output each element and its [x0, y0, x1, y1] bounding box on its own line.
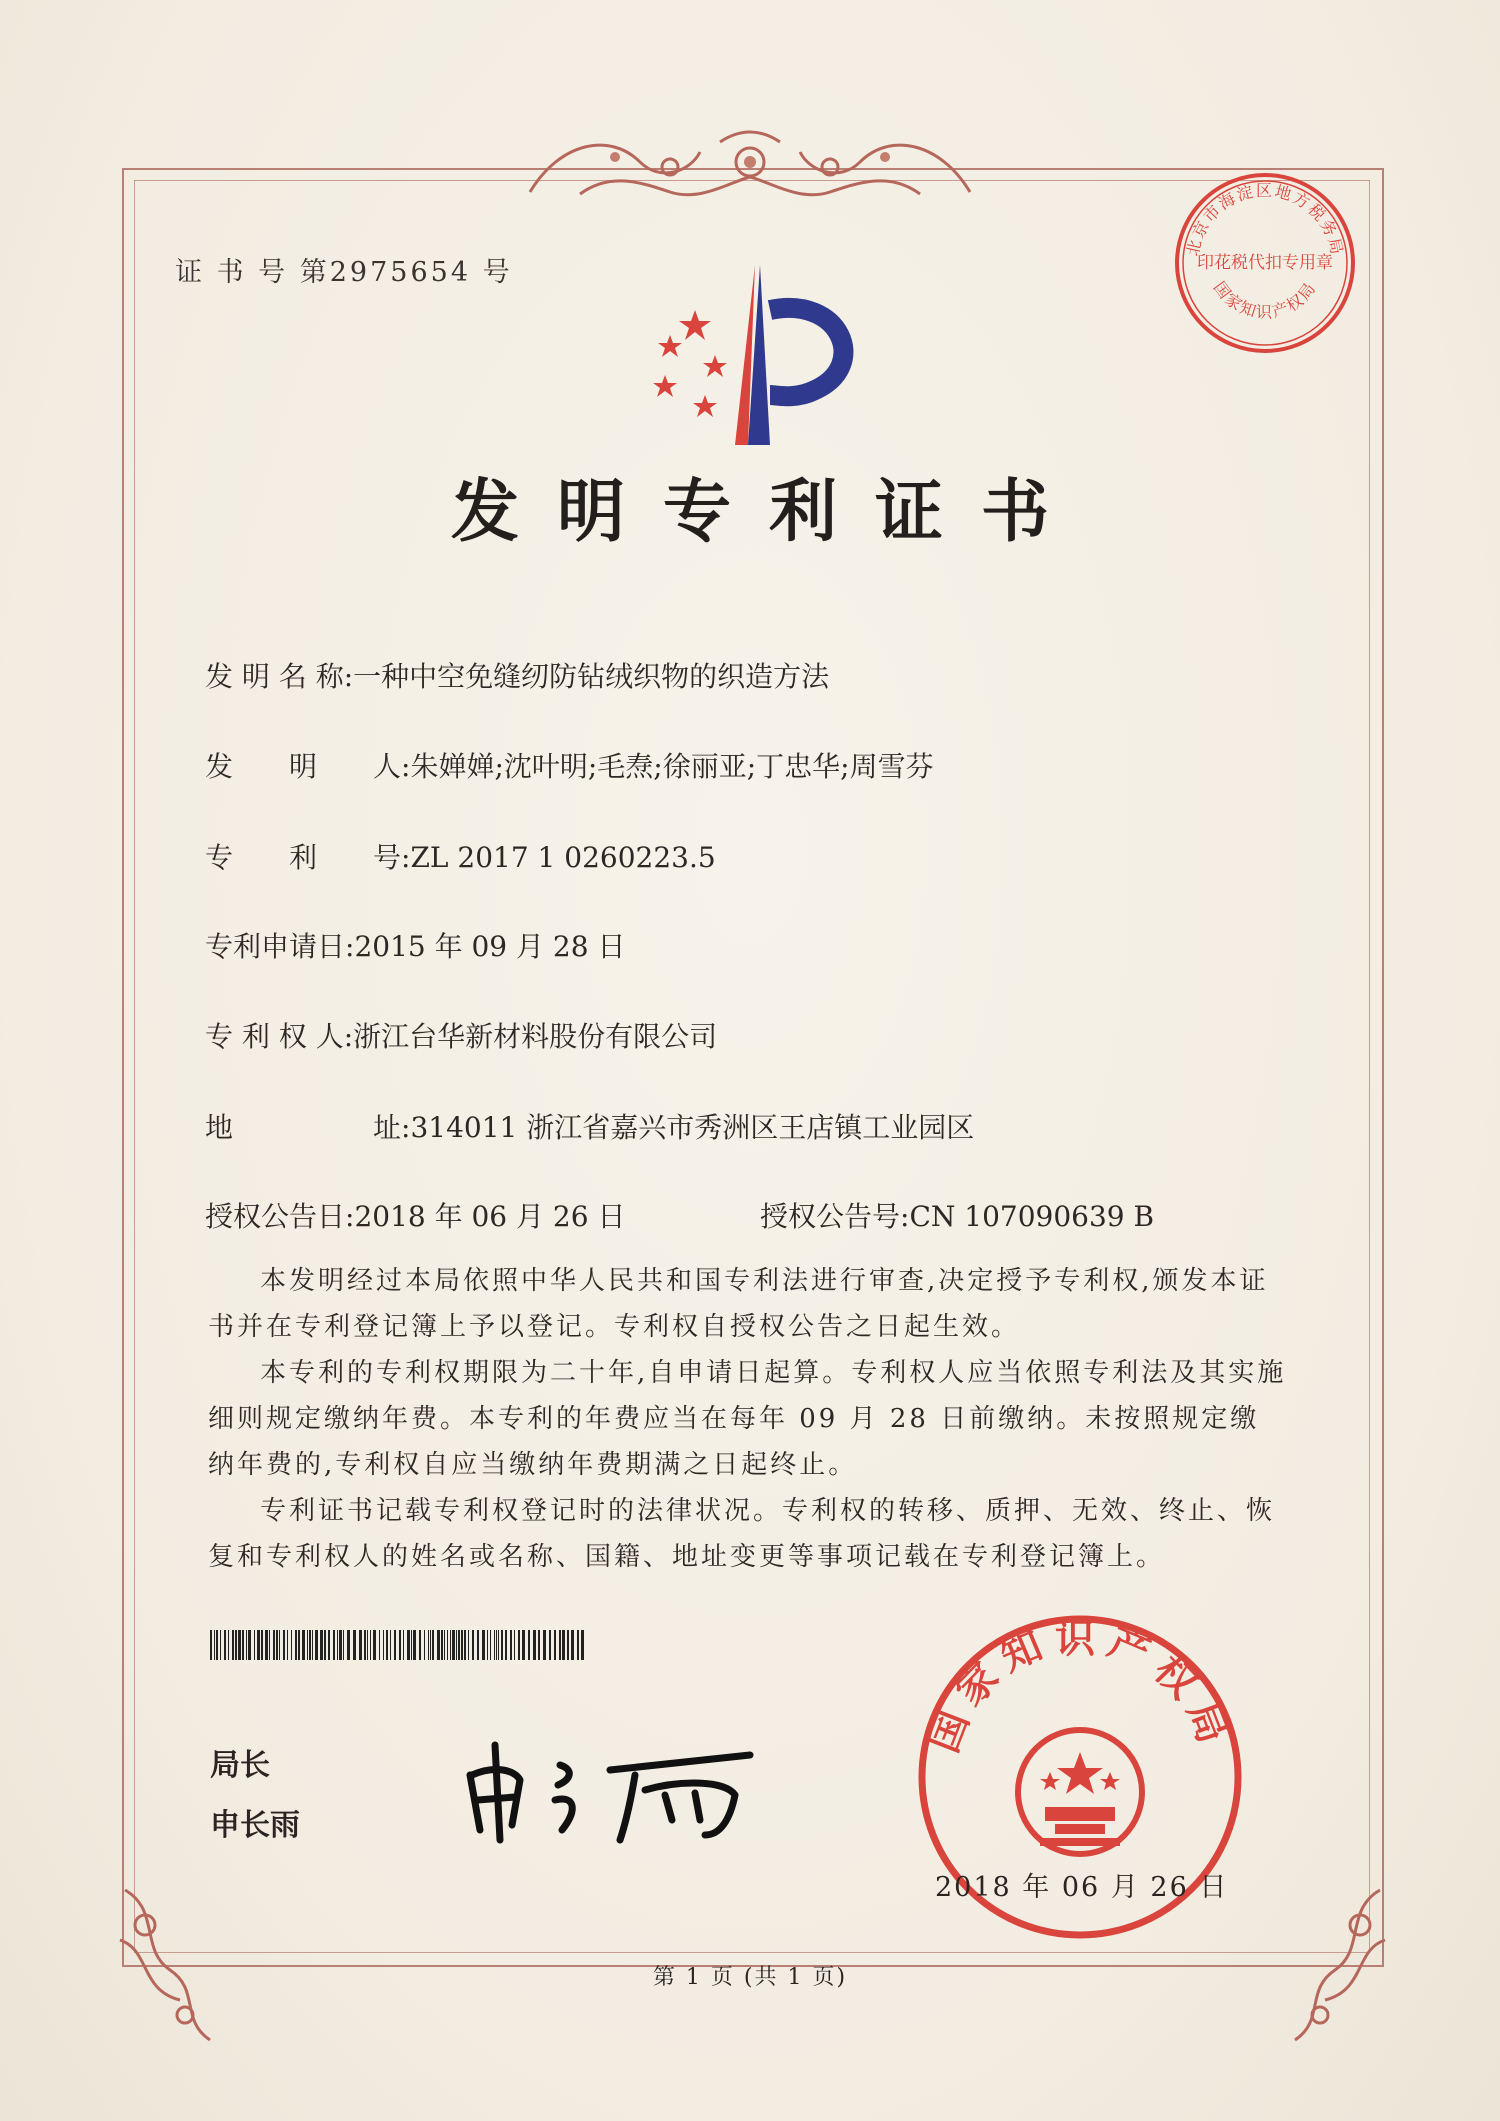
invention-name-label: 发 明 名 称:	[205, 660, 354, 693]
barcode-bar	[248, 1630, 251, 1660]
barcode-bar	[246, 1630, 247, 1660]
barcode-bar	[510, 1630, 512, 1660]
handwritten-signature	[450, 1735, 770, 1845]
barcode-bar	[496, 1630, 497, 1660]
patentee-label: 专 利 权 人:	[205, 1020, 354, 1053]
barcode-bar	[403, 1630, 404, 1660]
barcode-bar	[461, 1630, 463, 1660]
invention-name-value: 一种中空免缝纫防钻绒织物的织造方法	[353, 660, 830, 693]
barcode-bar	[339, 1630, 342, 1660]
barcode-bar	[367, 1630, 368, 1660]
barcode-bar	[456, 1630, 457, 1660]
barcode-bar	[538, 1630, 540, 1660]
barcode-bar	[238, 1630, 241, 1660]
top-ornament	[520, 122, 980, 212]
barcode-bar	[232, 1630, 234, 1660]
barcode-bar	[468, 1630, 469, 1660]
barcode-bar	[464, 1630, 466, 1660]
barcode	[210, 1630, 585, 1660]
barcode-bar	[337, 1630, 338, 1660]
barcode-bar	[514, 1630, 515, 1660]
barcode-bar	[324, 1630, 326, 1660]
barcode-bar	[254, 1630, 255, 1660]
barcode-bar	[359, 1630, 362, 1660]
barcode-bar	[571, 1630, 574, 1660]
application-date-value: 2015 年 09 月 28 日	[354, 930, 626, 963]
barcode-bar	[472, 1630, 474, 1660]
patent-number-label: 专 利 号:	[205, 841, 411, 874]
cnipa-logo	[640, 255, 890, 455]
barcode-bar	[257, 1630, 260, 1660]
tax-stamp	[1170, 168, 1360, 358]
barcode-bar	[379, 1630, 380, 1660]
grant-date-label: 授权公告日:	[205, 1200, 355, 1233]
grant-date-value: 2018 年 06 月 26 日	[354, 1200, 626, 1233]
address-label: 地 址:	[205, 1111, 411, 1144]
barcode-bar	[265, 1630, 268, 1660]
patent-number-row	[205, 836, 716, 876]
barcode-bar	[242, 1630, 244, 1660]
barcode-bar	[430, 1630, 431, 1660]
body-paragraph-2: 本专利的专利权期限为二十年,自申请日起算。专利权人应当依照专利法及其实施细则规定缴纳年费。本专利的年费应当在每年 09 月 28 日前缴纳。未按照规定缴纳年费的,专利权自应当缴纳年费期满之日起终止。	[208, 1358, 1287, 1480]
barcode-bar	[494, 1630, 495, 1660]
invention-name-row	[205, 655, 829, 695]
page-title: 发明专利证书	[450, 472, 1087, 552]
barcode-bar	[276, 1630, 278, 1660]
barcode-bar	[522, 1630, 525, 1660]
issue-date: 2018 年 06 月 26 日	[935, 1872, 1229, 1903]
barcode-bar	[210, 1630, 212, 1660]
barcode-bar	[295, 1630, 297, 1660]
inventors-label: 发 明 人:	[205, 750, 411, 783]
barcode-bar	[328, 1630, 330, 1660]
barcode-bar	[482, 1630, 485, 1660]
patentee-row	[205, 1015, 717, 1055]
barcode-bar	[399, 1630, 401, 1660]
barcode-bar	[364, 1630, 366, 1660]
seal-ring-text: 国家知识产权局	[920, 1616, 1240, 1759]
barcode-bar	[407, 1630, 410, 1660]
barcode-bar	[269, 1630, 270, 1660]
patent-number-value: ZL 2017 1 0260223.5	[410, 841, 716, 874]
certificate-number: 证 书 号 第2975654 号	[175, 257, 513, 288]
barcode-bar	[353, 1630, 356, 1660]
barcode-bar	[383, 1630, 384, 1660]
barcode-bar	[343, 1630, 344, 1660]
barcode-bar	[287, 1630, 288, 1660]
body-paragraph-1: 本发明经过本局依照中华人民共和国专利法进行审查,决定授予专利权,颁发本证书并在专利登记簿上予以登记。专利权自授权公告之日起生效。	[208, 1266, 1269, 1342]
barcode-bar	[428, 1630, 429, 1660]
barcode-bar	[528, 1630, 530, 1660]
page-number: 第 1 页 (共 1 页)	[652, 1965, 848, 1990]
barcode-bar	[333, 1630, 335, 1660]
barcode-bar	[370, 1630, 371, 1660]
barcode-bar	[501, 1630, 503, 1660]
barcode-bar	[577, 1630, 579, 1660]
grant-number-label: 授权公告号:	[760, 1200, 910, 1233]
barcode-bar	[543, 1630, 546, 1660]
svg-text:国家知识产权局	[921, 1616, 1239, 1759]
barcode-bar	[309, 1630, 311, 1660]
barcode-bar	[386, 1630, 388, 1660]
barcode-bar	[487, 1630, 488, 1660]
barcode-bar	[581, 1630, 584, 1660]
barcode-bar	[214, 1630, 215, 1660]
tax-stamp-center-text: 印花税代扣专用章	[1197, 253, 1333, 273]
tax-stamp-ring-text: 北京市海淀区地方税务局	[1183, 180, 1347, 258]
national-emblem	[1018, 1730, 1142, 1854]
barcode-bar	[394, 1630, 396, 1660]
barcode-bar	[273, 1630, 275, 1660]
barcode-bar	[419, 1630, 421, 1660]
barcode-bar	[291, 1630, 292, 1660]
barcode-bar	[347, 1630, 350, 1660]
barcode-bar	[312, 1630, 313, 1660]
application-date-row	[205, 925, 625, 965]
barcode-bar	[458, 1630, 460, 1660]
barcode-bar	[320, 1630, 323, 1660]
barcode-bar	[307, 1630, 308, 1660]
address-value: 314011 浙江省嘉兴市秀洲区王店镇工业园区	[410, 1111, 975, 1144]
barcode-bar	[302, 1630, 305, 1660]
barcode-bar	[490, 1630, 491, 1660]
barcode-bar	[559, 1630, 561, 1660]
inventors-value: 朱婵婵;沈叶明;毛焘;徐丽亚;丁忠华;周雪芬	[410, 750, 934, 783]
barcode-bar	[220, 1630, 221, 1660]
barcode-bar	[498, 1630, 499, 1660]
svg-text:北京市海淀区地方税务局	[1183, 181, 1347, 258]
barcode-bar	[444, 1630, 445, 1660]
barcode-bar	[235, 1630, 237, 1660]
barcode-bar	[411, 1630, 412, 1660]
barcode-bar	[441, 1630, 443, 1660]
barcode-bar	[279, 1630, 280, 1660]
barcode-bar	[373, 1630, 376, 1660]
address-row	[205, 1106, 974, 1146]
barcode-bar	[554, 1630, 556, 1660]
barcode-bar	[477, 1630, 479, 1660]
barcode-bar	[228, 1630, 229, 1660]
inventors-row	[205, 745, 934, 785]
tax-stamp-bottom-text: 国家知识产权局	[1209, 277, 1321, 322]
barcode-bar	[450, 1630, 451, 1660]
grant-date-row	[205, 1195, 625, 1235]
barcode-bar	[452, 1630, 455, 1660]
patentee-value: 浙江台华新材料股份有限公司	[353, 1020, 718, 1053]
barcode-bar	[505, 1630, 507, 1660]
barcode-bar	[549, 1630, 551, 1660]
barcode-bar	[216, 1630, 218, 1660]
director-name: 申长雨	[210, 1808, 300, 1843]
application-date-label: 专利申请日:	[205, 930, 355, 963]
barcode-bar	[261, 1630, 263, 1660]
barcode-bar	[424, 1630, 425, 1660]
barcode-bar	[567, 1630, 569, 1660]
barcode-bar	[447, 1630, 448, 1660]
barcode-bar	[432, 1630, 434, 1660]
barcode-bar	[298, 1630, 300, 1660]
barcode-bar	[390, 1630, 391, 1660]
barcode-bar	[224, 1630, 226, 1660]
barcode-bar	[283, 1630, 285, 1660]
body-paragraph-3: 专利证书记载专利权登记时的法律状况。专利权的转移、质押、无效、终止、恢复和专利权人的姓名或名称、国籍、地址变更等事项记载在专利登记簿上。	[208, 1496, 1276, 1572]
barcode-bar	[533, 1630, 536, 1660]
barcode-bar	[413, 1630, 416, 1660]
barcode-bar	[315, 1630, 318, 1660]
certificate-body	[208, 1258, 1288, 1580]
barcode-bar	[518, 1630, 520, 1660]
svg-text:国家知识产权局	[1210, 278, 1320, 322]
barcode-bar	[562, 1630, 565, 1660]
barcode-bar	[437, 1630, 440, 1660]
grant-number-value: CN 107090639 B	[909, 1200, 1155, 1233]
director-title: 局长	[210, 1748, 270, 1783]
grant-number-row	[760, 1195, 1154, 1235]
